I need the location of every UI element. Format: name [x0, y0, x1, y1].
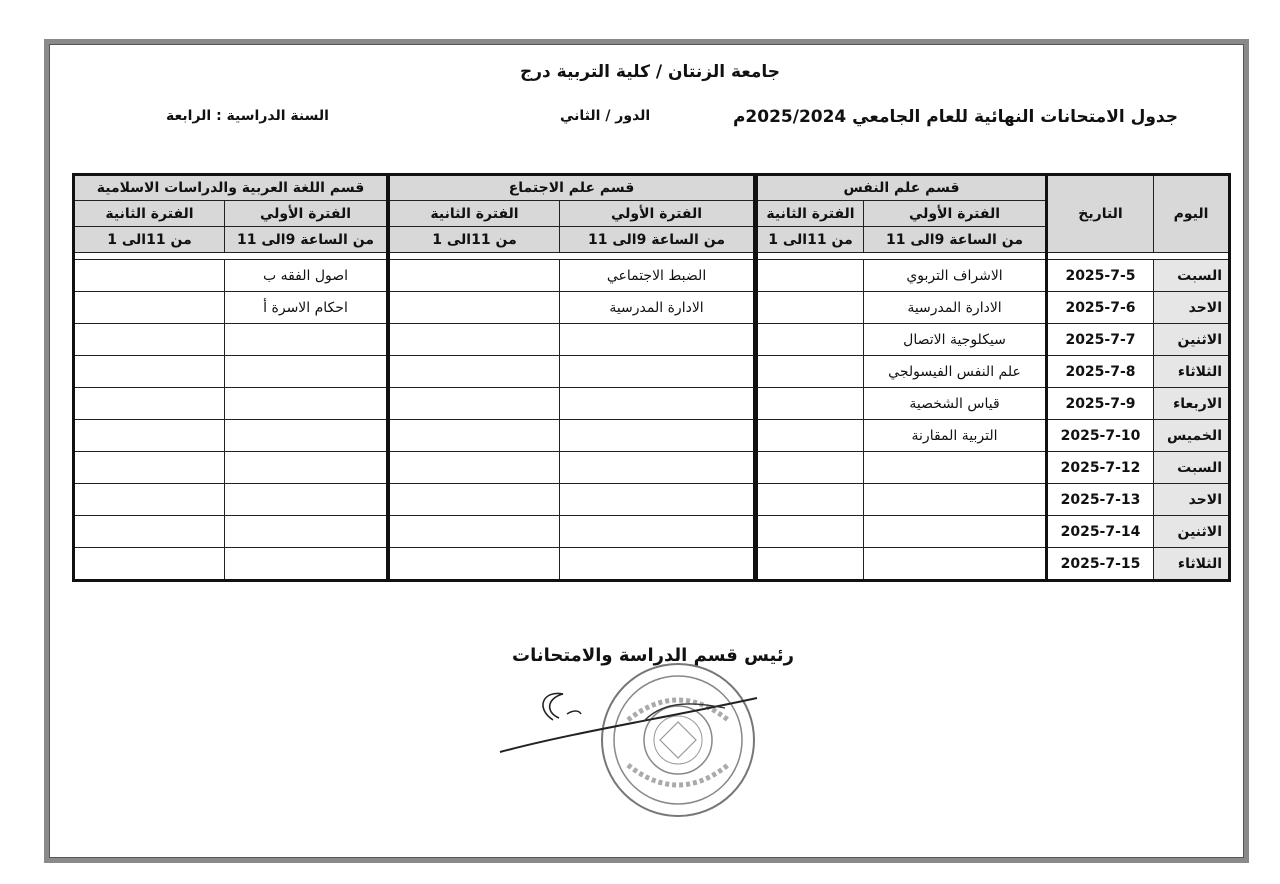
arabic-second-period-cell [74, 260, 225, 292]
arabic-first-period-cell [225, 516, 388, 548]
arabic-dept-table [72, 173, 389, 582]
sociology-first-period-cell [560, 484, 755, 516]
arabic-second-period-cell [74, 484, 225, 516]
psychology-dept-table [755, 173, 1048, 582]
second-period-time: من 11الى 1 [389, 227, 560, 253]
arabic-second-period-cell [74, 548, 225, 581]
table-row [74, 356, 388, 388]
arabic-second-period-cell [74, 516, 225, 548]
arabic-first-period-cell [225, 548, 388, 581]
date-cell: 2025-7-8 [1047, 356, 1154, 388]
date-cell: 2025-7-13 [1047, 484, 1154, 516]
arabic-second-period-cell [74, 452, 225, 484]
psychology-first-period-cell [864, 484, 1047, 516]
psychology-first-period-cell: سيكلوجية الاتصال [864, 324, 1047, 356]
second-period-time: من 11الى 1 [74, 227, 225, 253]
arabic-first-period-cell [225, 452, 388, 484]
date-cell: 2025-7-12 [1047, 452, 1154, 484]
sociology-second-period-cell [389, 292, 560, 324]
day-cell: الثلاثاء [1154, 548, 1230, 581]
sociology-first-period-cell [560, 388, 755, 420]
table-row [1047, 484, 1230, 516]
second-period-label: الفترة الثانية [74, 201, 225, 227]
first-period-label: الفترة الأولي [560, 201, 755, 227]
psychology-first-period-cell [864, 548, 1047, 581]
sociology-first-period-cell [560, 516, 755, 548]
day-cell: الخميس [1154, 420, 1230, 452]
day-cell: الاحد [1154, 484, 1230, 516]
date-cell: 2025-7-5 [1047, 260, 1154, 292]
arabic-first-period-cell [225, 420, 388, 452]
psychology-first-period-cell [864, 516, 1047, 548]
psychology-second-period-cell [757, 324, 864, 356]
table-row [1047, 260, 1230, 292]
sociology-first-period-cell: الادارة المدرسية [560, 292, 755, 324]
arabic-first-period-cell: احكام الاسرة أ [225, 292, 388, 324]
date-cell: 2025-7-9 [1047, 388, 1154, 420]
day-cell: الثلاثاء [1154, 356, 1230, 388]
date-cell: 2025-7-6 [1047, 292, 1154, 324]
table-row [1047, 292, 1230, 324]
table-row [1047, 548, 1230, 581]
sociology-second-period-cell [389, 420, 560, 452]
sociology-first-period-cell [560, 452, 755, 484]
table-row [1047, 420, 1230, 452]
table-row [757, 260, 1047, 292]
psychology-second-period-cell [757, 516, 864, 548]
table-row [389, 260, 755, 292]
arabic-second-period-cell [74, 356, 225, 388]
dept-name-arabic: قسم اللغة العربية والدراسات الاسلامية [74, 175, 388, 201]
table-row [389, 356, 755, 388]
days-table [1045, 173, 1231, 582]
table-row [74, 324, 388, 356]
date-cell: 2025-7-14 [1047, 516, 1154, 548]
table-row [757, 292, 1047, 324]
psychology-second-period-cell [757, 420, 864, 452]
second-period-label: الفترة الثانية [757, 201, 864, 227]
table-row [757, 452, 1047, 484]
table-row [389, 324, 755, 356]
psychology-first-period-cell: الادارة المدرسية [864, 292, 1047, 324]
signature [495, 680, 765, 760]
sociology-first-period-cell [560, 420, 755, 452]
arabic-second-period-cell [74, 420, 225, 452]
psychology-second-period-cell [757, 548, 864, 581]
psychology-second-period-cell [757, 388, 864, 420]
second-period-label: الفترة الثانية [389, 201, 560, 227]
table-row [74, 260, 388, 292]
psychology-second-period-cell [757, 260, 864, 292]
arabic-second-period-cell [74, 388, 225, 420]
table-row [757, 356, 1047, 388]
psychology-first-period-cell: الاشراف التربوي [864, 260, 1047, 292]
first-period-time: من الساعة 9الى 11 [225, 227, 388, 253]
date-header: التاريخ [1047, 175, 1154, 253]
sociology-first-period-cell [560, 324, 755, 356]
table-row [1047, 516, 1230, 548]
table-row [74, 452, 388, 484]
table-row [389, 548, 755, 581]
sociology-second-period-cell [389, 260, 560, 292]
sociology-second-period-cell [389, 548, 560, 581]
day-cell: الاثنين [1154, 324, 1230, 356]
date-cell: 2025-7-10 [1047, 420, 1154, 452]
arabic-second-period-cell [74, 324, 225, 356]
psychology-first-period-cell: التربية المقارنة [864, 420, 1047, 452]
sociology-dept-table [387, 173, 756, 582]
day-cell: الاحد [1154, 292, 1230, 324]
table-row [1047, 356, 1230, 388]
psychology-first-period-cell: قياس الشخصية [864, 388, 1047, 420]
psychology-second-period-cell [757, 356, 864, 388]
table-row [757, 484, 1047, 516]
table-row [757, 516, 1047, 548]
study-year: السنة الدراسية : الرابعة [166, 108, 329, 124]
psychology-first-period-cell: علم النفس الفيسولجي [864, 356, 1047, 388]
sociology-second-period-cell [389, 388, 560, 420]
first-period-time: من الساعة 9الى 11 [560, 227, 755, 253]
arabic-second-period-cell [74, 292, 225, 324]
arabic-first-period-cell [225, 324, 388, 356]
day-header: اليوم [1154, 175, 1230, 253]
date-cell: 2025-7-15 [1047, 548, 1154, 581]
table-row [74, 548, 388, 581]
dept-name-psychology: قسم علم النفس [757, 175, 1047, 201]
first-period-label: الفترة الأولي [225, 201, 388, 227]
sociology-first-period-cell [560, 548, 755, 581]
table-row [1047, 452, 1230, 484]
arabic-first-period-cell [225, 388, 388, 420]
table-row [389, 452, 755, 484]
first-period-label: الفترة الأولي [864, 201, 1047, 227]
day-cell: السبت [1154, 452, 1230, 484]
sociology-first-period-cell: الضبط الاجتماعي [560, 260, 755, 292]
second-period-time: من 11الى 1 [757, 227, 864, 253]
table-row [757, 324, 1047, 356]
table-row [74, 388, 388, 420]
sociology-second-period-cell [389, 452, 560, 484]
psychology-second-period-cell [757, 292, 864, 324]
schedule-heading: جدول الامتحانات النهائية للعام الجامعي 2025/2024م [732, 107, 1178, 127]
exam-round: الدور / الثاني [560, 108, 651, 124]
sociology-second-period-cell [389, 484, 560, 516]
psychology-first-period-cell [864, 452, 1047, 484]
table-row [74, 484, 388, 516]
table-row [757, 548, 1047, 581]
day-cell: السبت [1154, 260, 1230, 292]
table-row [757, 388, 1047, 420]
table-row [74, 516, 388, 548]
arabic-first-period-cell [225, 356, 388, 388]
arabic-first-period-cell: اصول الفقه ب [225, 260, 388, 292]
date-cell: 2025-7-7 [1047, 324, 1154, 356]
sociology-second-period-cell [389, 324, 560, 356]
dept-name-sociology: قسم علم الاجتماع [389, 175, 755, 201]
table-row [389, 484, 755, 516]
table-row [389, 420, 755, 452]
table-row [389, 388, 755, 420]
table-row [74, 420, 388, 452]
table-row [1047, 388, 1230, 420]
psychology-second-period-cell [757, 484, 864, 516]
sociology-second-period-cell [389, 516, 560, 548]
day-cell: الاربعاء [1154, 388, 1230, 420]
table-row [74, 292, 388, 324]
arabic-first-period-cell [225, 484, 388, 516]
table-row [757, 420, 1047, 452]
first-period-time: من الساعة 9الى 11 [864, 227, 1047, 253]
table-row [389, 292, 755, 324]
table-row [389, 516, 755, 548]
sociology-first-period-cell [560, 356, 755, 388]
sociology-second-period-cell [389, 356, 560, 388]
university-title: جامعة الزنتان / كلية التربية درج [519, 62, 781, 82]
psychology-second-period-cell [757, 452, 864, 484]
day-cell: الاثنين [1154, 516, 1230, 548]
signatory-title: رئيس قسم الدراسة والامتحانات [512, 645, 794, 666]
table-row [1047, 324, 1230, 356]
